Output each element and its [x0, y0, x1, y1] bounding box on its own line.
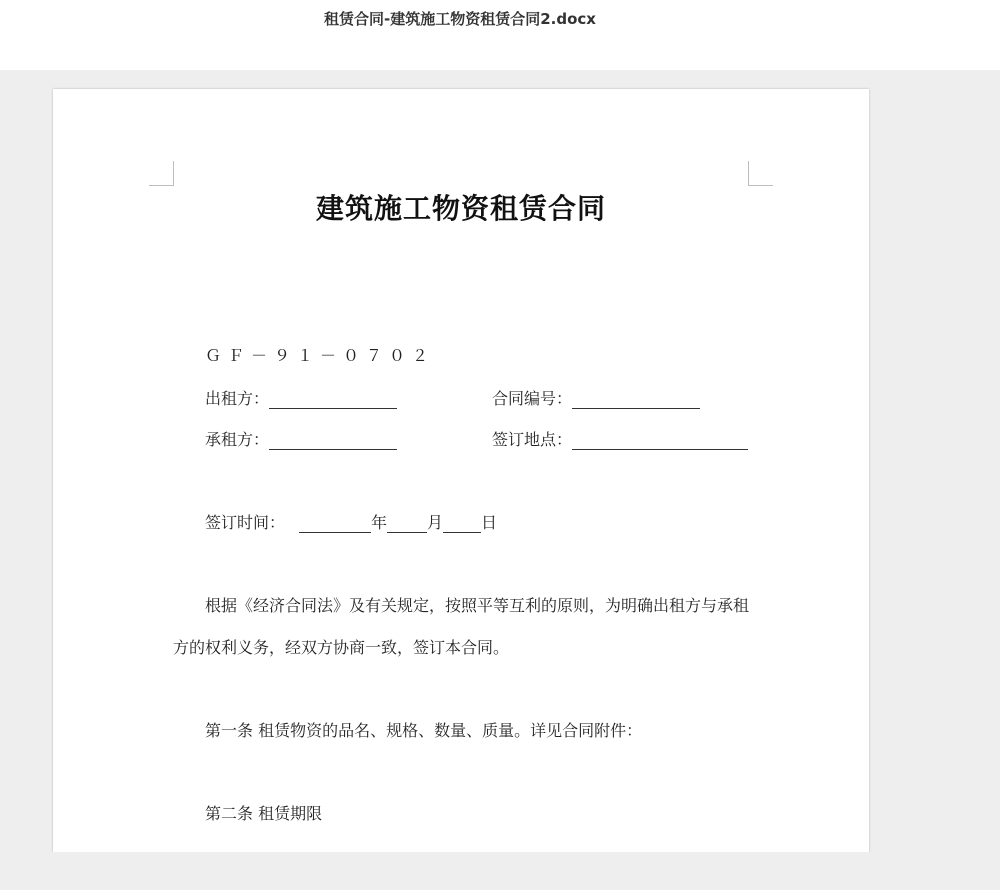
lessee-line — [205, 427, 397, 450]
title-bar — [0, 0, 1000, 70]
intro-paragraph-line2: 方的权利义务，经双方协商一致，签订本合同。 — [173, 638, 510, 657]
sign-place-line — [492, 427, 748, 450]
day-blank — [443, 516, 481, 533]
year-label: 年 — [371, 513, 388, 532]
margin-corner-mark-left — [149, 161, 174, 186]
intro-paragraph-line1: 根据《经济合同法》及有关规定，按照平等互利的原则，为明确出租方与承租 — [205, 596, 750, 615]
contract-no-line — [492, 386, 700, 409]
sign-place-blank — [572, 433, 748, 450]
margin-corner-mark-right — [748, 161, 773, 186]
viewer-bottom-strip — [0, 852, 1000, 890]
month-label: 月 — [427, 513, 444, 532]
lessee-label: 承租方： — [205, 430, 270, 449]
sign-time-line — [205, 510, 497, 533]
document-page — [53, 89, 869, 852]
lessee-blank — [269, 433, 397, 450]
article-1: 第一条 租赁物资的品名、规格、数量、质量。详见合同附件： — [205, 721, 643, 740]
day-label: 日 — [481, 513, 498, 532]
lessor-label: 出租方： — [205, 389, 270, 408]
year-blank — [299, 516, 371, 533]
article-2: 第二条 租赁期限 — [205, 804, 323, 823]
contract-code: ＧＦ－９１－０７０２ — [205, 346, 436, 365]
contract-no-blank — [572, 392, 700, 409]
month-blank — [387, 516, 427, 533]
contract-no-label: 合同编号： — [492, 389, 573, 408]
sign-time-label: 签订时间： — [205, 513, 286, 532]
document-filename: 租赁合同-建筑施工物资租赁合同2.docx — [324, 10, 596, 28]
lessor-line — [205, 386, 397, 409]
sign-place-label: 签订地点： — [492, 430, 573, 449]
lessor-blank — [269, 392, 397, 409]
document-heading: 建筑施工物资租赁合同 — [315, 192, 606, 225]
